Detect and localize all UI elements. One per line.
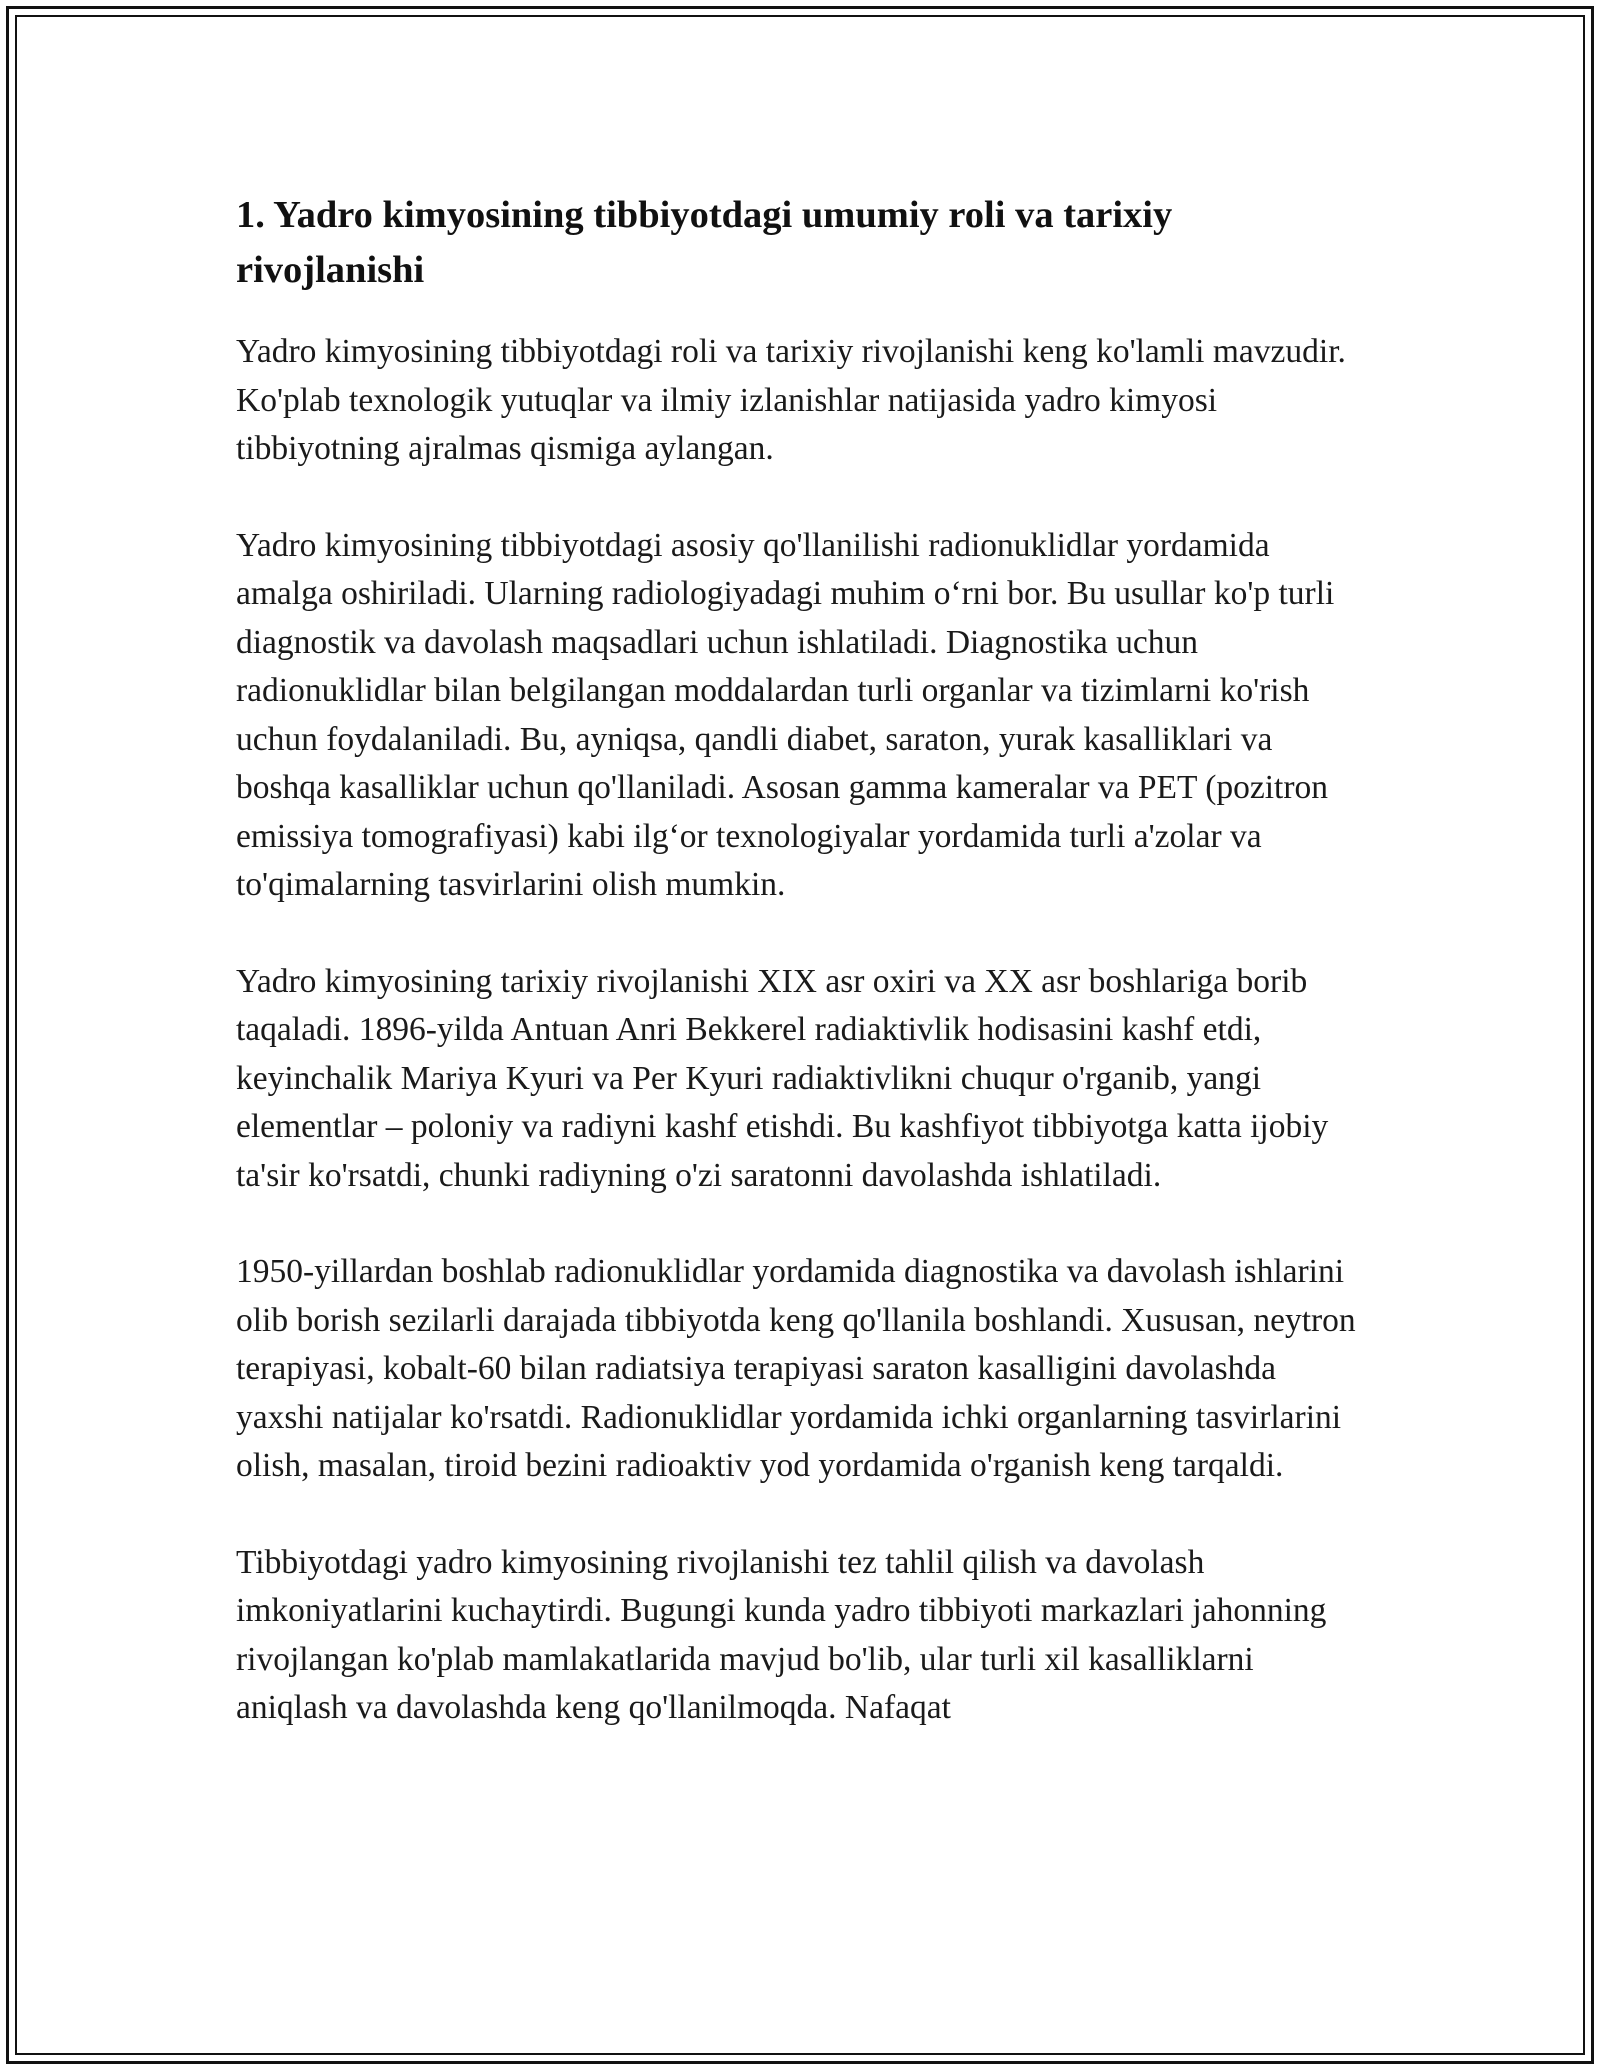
paragraph-3: Yadro kimyosining tarixiy rivojlanishi XIX asr oxiri va XX asr boshlariga borib taqaladi. 1896-yilda Antuan Anri Bekkerel radiaktivlik hodisasini kashf etdi, keyinchalik Mariya Kyuri va Per Kyuri radiaktivlikni chuqur o'rganib, yangi elementlar – poloniy va radiyni kashf etishdi. Bu kashfiyot tibbiyotga katta ijobiy ta'sir ko'rsatdi, chunki radiyning o'zi saratonni davolashda ishlatiladi. — [236, 962, 1329, 1194]
section-title: 1. Yadro kimyosining tibbiyotdagi umumiy roli va tarixiy rivojlanishi — [236, 194, 1173, 291]
paragraph-2: Yadro kimyosining tibbiyotdagi asosiy qo'llanilishi radionuklidlar yordamida amalga oshiriladi. Ularning radiologiyadagi muhim oʻrni bor. Bu usullar ko'p turli diagnostik va davolash maqsadlari uchun ishlatiladi. Diagnostika uchun radionuklidlar bilan belgilangan moddalardan turli organlar va tizimlarni ko'rish uchun foydalaniladi. Bu, ayniqsa, qandli diabet, saraton, yurak kasalliklari va boshqa kasalliklar uchun qo'llaniladi. Asosan gamma kameralar va PET (pozitron emissiya tomografiyasi) kabi ilgʻor texnologiyalar yordamida turli a'zolar va to'qimalarning tasvirlarini olish mumkin. — [236, 526, 1335, 903]
paragraph-1: Yadro kimyosining tibbiyotdagi roli va tarixiy rivojlanishi keng ko'lamli mavzudir. Ko'plab texnologik yutuqlar va ilmiy izlanishlar natijasida yadro kimyosi tibbiyotning ajralmas qismiga aylangan. — [236, 333, 1346, 467]
paragraph-4: 1950-yillardan boshlab radionuklidlar yordamida diagnostika va davolash ishlarini olib borish sezilarli darajada tibbiyotda keng qo'llanila boshlandi. Xususan, neytron terapiyasi, kobalt-60 bilan radiatsiya terapiyasi saraton kasalligini davolashda yaxshi natijalar ko'rsatdi. Radionuklidlar yordamida ichki organlarning tasvirlarini olish, masalan, tiroid bezini radioaktiv yod yordamida o'rganish keng tarqaldi. — [236, 1253, 1356, 1484]
document-body — [236, 188, 1366, 1781]
paragraph-5: Tibbiyotdagi yadro kimyosining rivojlanishi tez tahlil qilish va davolash imkoniyatlarini kuchaytirdi. Bugungi kunda yadro tibbiyoti markazlari jahonning rivojlangan ko'plab mamlakatlarida mavjud bo'lib, ular turli xil kasalliklarni aniqlash va davolashda keng qo'llanilmoqda. Nafaqat — [236, 1543, 1327, 1726]
